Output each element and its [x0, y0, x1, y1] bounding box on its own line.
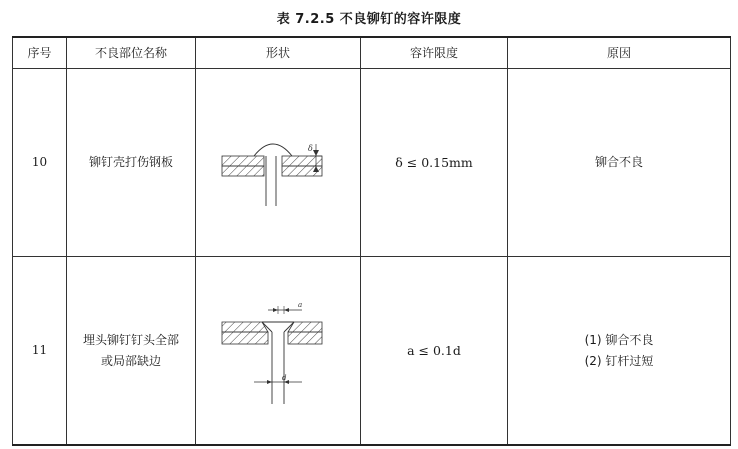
defect-name-cell [67, 257, 196, 446]
header-number: 序号 [13, 37, 67, 69]
d-label: d [282, 373, 287, 382]
header-cause: 原因 [508, 37, 731, 69]
table-row [13, 69, 731, 257]
cause-cell [508, 69, 731, 257]
tolerance-value: a ≤ 0.1d [361, 257, 508, 446]
rivet-head-damaging-plate-figure [218, 118, 338, 208]
defect-name: 铆钉壳打伤钢板 [67, 69, 196, 257]
cause-line: (1) 铆合不良 [584, 332, 654, 347]
row-number: 10 [13, 69, 67, 257]
header-shape: 形状 [196, 37, 361, 69]
defect-name-line: 埋头铆钉钉头全部 [82, 332, 179, 347]
delta-label: δ [308, 143, 313, 153]
table-row [13, 257, 731, 446]
row-number: 11 [13, 257, 67, 446]
tolerance-value: δ ≤ 0.15mm [361, 69, 508, 257]
shape-cell [196, 257, 361, 446]
table-header-row [13, 37, 731, 69]
defect-name-line: 或局部缺边 [100, 353, 161, 368]
cause-cell [508, 257, 731, 446]
shape-cell [196, 69, 361, 257]
cause-line: (2) 钉杆过短 [584, 353, 654, 368]
table-title: 表 7.2.5 不良铆钉的容许限度 [276, 12, 462, 27]
countersunk-rivet-missing-edge-figure [218, 296, 338, 406]
header-tolerance: 容许限度 [361, 37, 508, 69]
header-defect-name: 不良部位名称 [67, 37, 196, 69]
defect-tolerance-table [12, 36, 731, 446]
cause-line: 铆合不良 [594, 155, 643, 169]
a-label: a [298, 300, 303, 309]
